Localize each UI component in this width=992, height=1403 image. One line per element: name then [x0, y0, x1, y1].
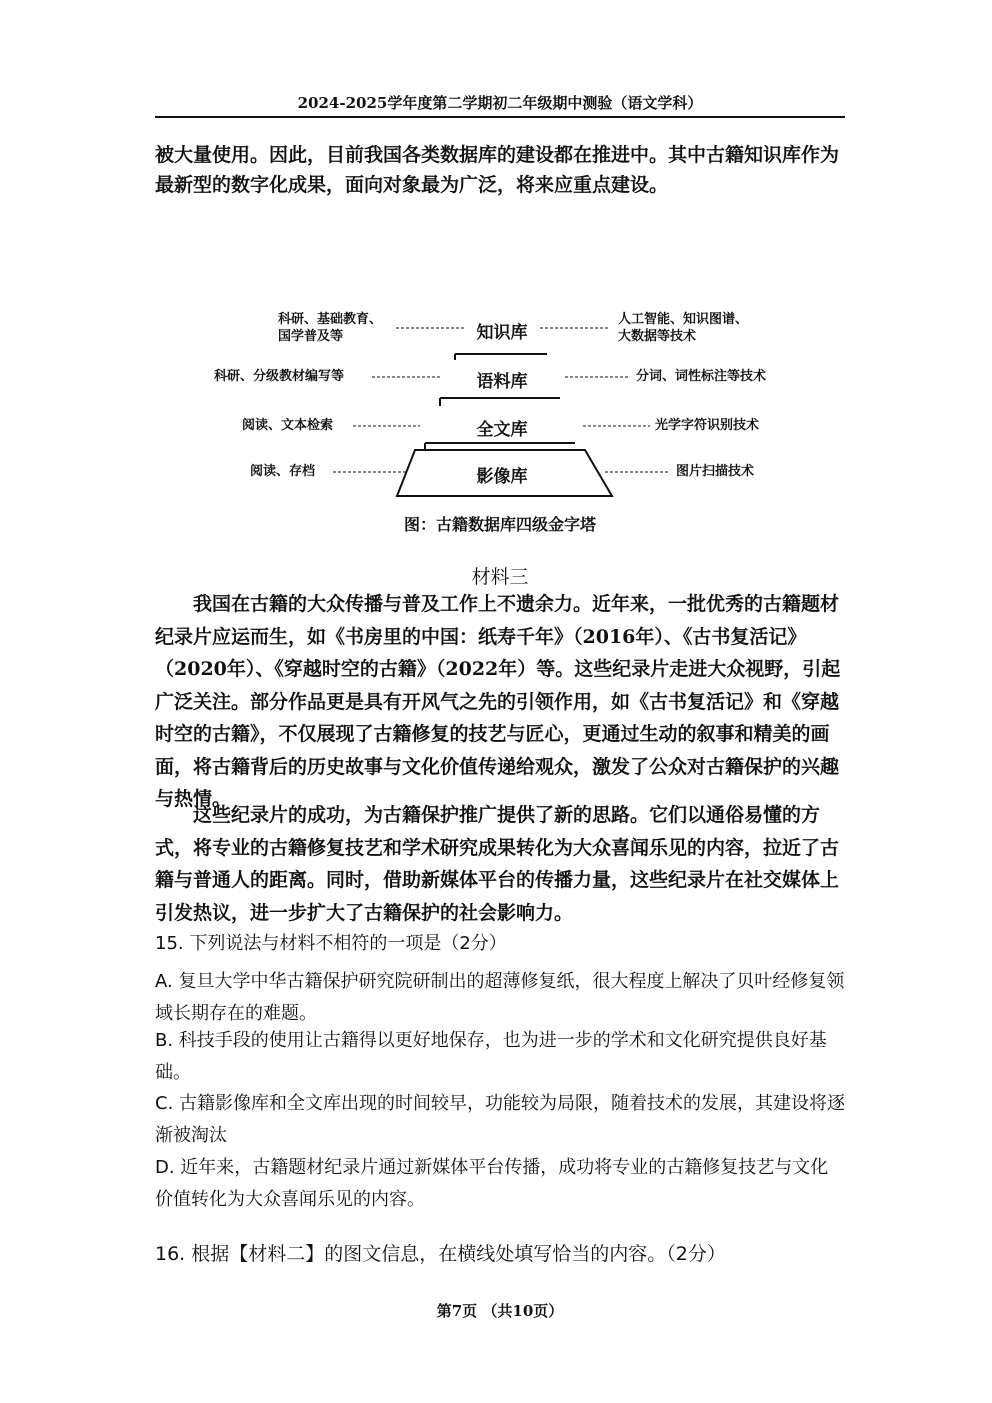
question-15-option-d: D. 近年来，古籍题材纪录片通过新媒体平台传播，成功将专业的古籍修复技艺与文化价值转化为大众喜闻乐见的内容。 — [155, 1157, 829, 1210]
page-header: 2024-2025学年度第二学期初二年级期中测验（语文学科） — [297, 94, 703, 112]
page-footer: 第7页 （共10页） — [436, 1302, 564, 1320]
question-16-stem: 16. 根据【材料二】的图文信息，在横线处填写恰当的内容。（2分） — [155, 1243, 726, 1265]
figure-caption: 图：古籍数据库四级金字塔 — [403, 515, 596, 534]
question-15-option-a: A. 复旦大学中华古籍保护研究院研制出的超薄修复纸，很大程度上解决了贝叶经修复领域长期存在的难题。 — [155, 971, 845, 1024]
left-label-2: 科研、分级教材编写等 — [214, 369, 345, 384]
material3-paragraph-1: 我国在古籍的大众传播与普及工作上不遗余力。近年来，一批优秀的古籍题材纪录片应运而生，如《书房里的中国：纸寿千年》（2016年）、《古书复活记》（2020年）、《穿越时空的古籍》（2022年）等。这些纪录片走进大众视野，引起广泛关注。部分作品更是具有开风气之先的引领作用，如《古书复活记》和《穿越时空的古籍》，不仅展现了古籍修复的技艺与匠心，更通过生动的叙事和精美的画面，将古籍背后的历史故事与文化价值传递给观众，激发了公众对古籍保护的兴趣与热情。 — [155, 593, 841, 810]
right-label-3: 光学字符识别技术 — [655, 418, 760, 433]
material3-title: 材料三 — [471, 566, 529, 588]
pyramid-diagram — [200, 300, 800, 510]
intro-paragraph: 被大量使用。因此，目前我国各类数据库的建设都在推进中。其中古籍知识库作为最新型的数字化成果，面向对象最为广泛，将来应重点建设。 — [155, 144, 840, 196]
tier-image-base: 影像库 — [476, 467, 528, 487]
left-label-3: 阅读、文本检索 — [242, 418, 334, 433]
header-rule — [155, 116, 845, 118]
question-15-option-c: C. 古籍影像库和全文库出现的时间较早，功能较为局限，随着技术的发展，其建设将逐渐被淘汰 — [155, 1093, 846, 1146]
left-label-4: 阅读、存档 — [250, 464, 316, 479]
tier-corpus-base: 语料库 — [476, 372, 528, 392]
question-15-option-b: B. 科技手段的使用让古籍得以更好地保存，也为进一步的学术和文化研究提供良好基础。 — [155, 1030, 827, 1083]
right-label-1: 人工智能、知识图谱、 大数据等技术 — [618, 312, 749, 344]
question-15-stem: 15. 下列说法与材料不相符的一项是（2分） — [155, 933, 507, 954]
material3-paragraph-2: 这些纪录片的成功，为古籍保护推广提供了新的思路。它们以通俗易懂的方式，将专业的古籍修复技艺和学术研究成果转化为大众喜闻乐见的内容，拉近了古籍与普通人的距离。同时，借助新媒体平台的传播力量，这些纪录片在社交媒体上引发热议，进一步扩大了古籍保护的社会影响力。 — [155, 804, 840, 924]
tier-knowledge-base: 知识库 — [476, 323, 528, 343]
right-label-4: 图片扫描技术 — [676, 464, 755, 479]
tier-fulltext-base: 全文库 — [476, 420, 528, 440]
right-label-2: 分词、词性标注等技术 — [636, 369, 767, 384]
left-label-1: 科研、基础教育、 国学普及等 — [278, 312, 383, 344]
